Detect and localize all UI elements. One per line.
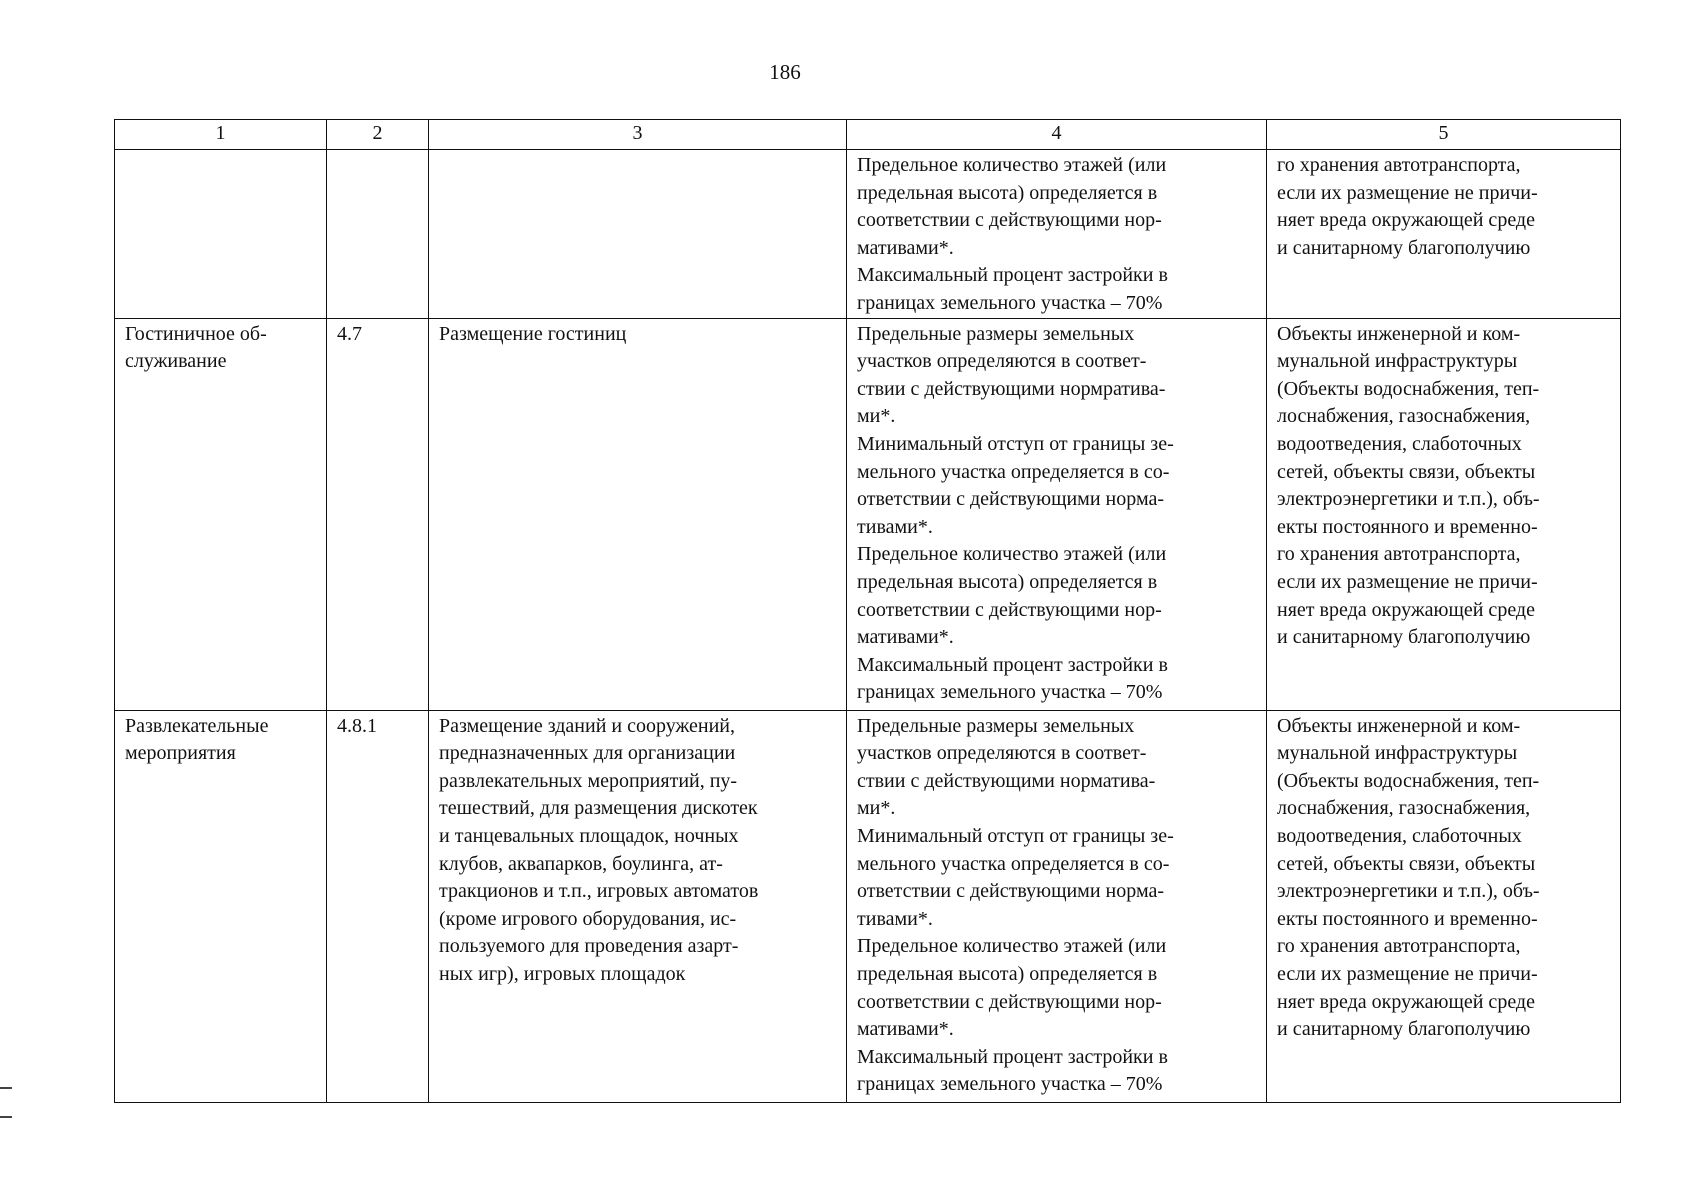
use-code-cell	[327, 150, 429, 319]
column-header-1: 1	[115, 120, 327, 150]
use-type-cell: Развлекательные мероприятия	[115, 710, 327, 1102]
column-header-3: 3	[429, 120, 847, 150]
use-description-cell	[429, 150, 847, 319]
use-code-cell: 4.8.1	[327, 710, 429, 1102]
table-row	[115, 318, 1621, 710]
land-use-table	[114, 119, 1621, 1103]
column-header-4: 4	[847, 120, 1267, 150]
column-header-2: 2	[327, 120, 429, 150]
auxiliary-uses-cell: Объекты инженерной и ком- мунальной инфраструктуры (Объекты водоснабжения, теп- лоснабжения, газоснабжения, водоотведения, слаботочных сетей, объекты связи, объекты электроэнергетики и т.п.), объ- екты постоянного и временно- го хранения автотранспорта, если их размещение не причи- няет вреда окружающей среде и санитарному благополучию	[1267, 318, 1621, 710]
auxiliary-uses-cell: Объекты инженерной и ком- мунальной инфраструктуры (Объекты водоснабжения, теп- лоснабжения, газоснабжения, водоотведения, слаботочных сетей, объекты связи, объекты электроэнергетики и т.п.), объ- екты постоянного и временно- го хранения автотранспорта, если их размещение не причи- няет вреда окружающей среде и санитарному благополучию	[1267, 710, 1621, 1102]
use-type-cell	[115, 150, 327, 319]
parameters-cell: Предельное количество этажей (или предельная высота) определяется в соответствии с действующими нор- мативами*. Максимальный процент застройки в границах земельного участка – 70%	[847, 150, 1267, 319]
use-description-cell: Размещение гостиниц	[429, 318, 847, 710]
column-header-5: 5	[1267, 120, 1621, 150]
page-number: 186	[769, 60, 801, 84]
use-type-cell: Гостиничное об- служивание	[115, 318, 327, 710]
scan-edge-mark	[0, 1116, 12, 1118]
auxiliary-uses-cell: го хранения автотранспорта, если их размещение не причи- няет вреда окружающей среде и санитарному благополучию	[1267, 150, 1621, 319]
scan-edge-mark	[0, 1087, 12, 1089]
use-code-cell: 4.7	[327, 318, 429, 710]
table-row	[115, 150, 1621, 319]
parameters-cell: Предельные размеры земельных участков определяются в соответ- ствии с действующими нормратива- ми*. Минимальный отступ от границы зе- мельного участка определяется в со- ответствии с действующими норма- тивами*. Предельное количество этажей (или предельная высота) определяется в соответствии с действующими нор- мативами*. Максимальный процент застройки в границах земельного участка – 70%	[847, 318, 1267, 710]
parameters-cell: Предельные размеры земельных участков определяются в соответ- ствии с действующими норматива- ми*. Минимальный отступ от границы зе- мельного участка определяется в со- ответствии с действующими норма- тивами*. Предельное количество этажей (или предельная высота) определяется в соответствии с действующими нор- мативами*. Максимальный процент застройки в границах земельного участка – 70%	[847, 710, 1267, 1102]
use-description-cell: Размещение зданий и сооружений, предназначенных для организации развлекательных мероприятий, пу- тешествий, для размещения дискотек и танцевальных площадок, ночных клубов, аквапарков, боулинга, ат- тракционов и т.п., игровых автоматов (кроме игрового оборудования, ис- пользуемого для проведения азарт- ных игр), игровых площадок	[429, 710, 847, 1102]
table-header-row	[115, 120, 1621, 150]
table-row	[115, 710, 1621, 1102]
